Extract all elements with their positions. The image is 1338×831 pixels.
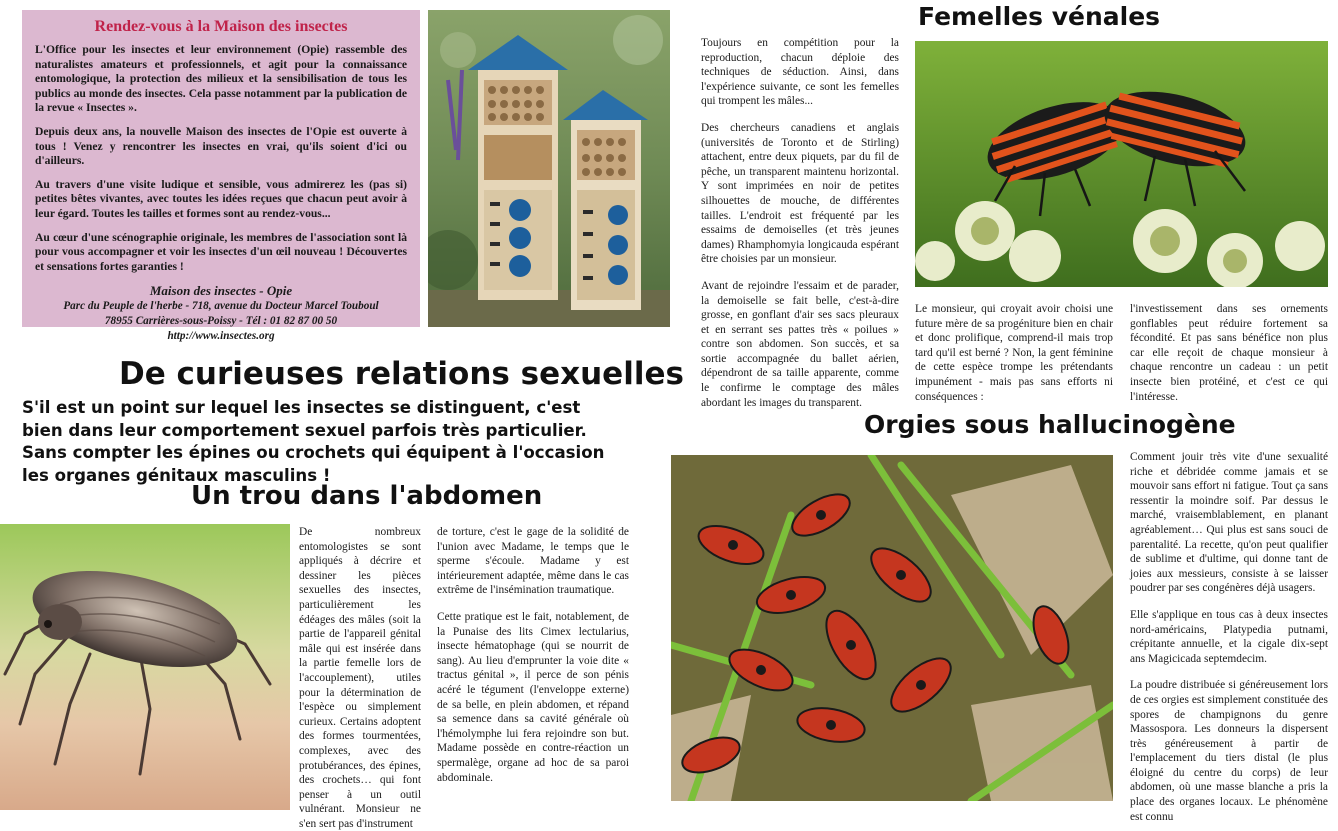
section2-column-1	[915, 302, 1113, 404]
section-title-abdomen: Un trou dans l'abdomen	[191, 481, 543, 511]
address-line: Parc du Peuple de l'herbe - 718, avenue du Docteur Marcel Touboul	[63, 300, 379, 313]
firebugs-illustration	[671, 455, 1113, 801]
section1-column-1	[299, 525, 421, 831]
body-paragraph: De nombreux entomologistes se sont appliqués à décrire et dessiner les pièces sexuelles des insectes, particulièrement les édéages des mâles (soit la partie de l'appareil génital mâle qui est insérée dans la partie femelle lors de l'accouplement), utiles pour la détermination de l'espèce ou simplement curieux. Certains adoptent des formes tourmentées, complexes, avec des protubérances, des épines, des crochets… qui font penser à un outil vulnérant. Monsieur ne s'en sert pas d'instrument	[299, 526, 421, 830]
promo-paragraph: L'Office pour les insectes et leur environnement (Opie) rassemble des naturalistes amateurs et professionnels, et agit pour la connaissance entomologique, la protection des milieux et la sensibilisation de tous les publics au monde des insectes. Cela passe notamment par la publication de la revue « Insectes ».	[35, 43, 407, 115]
promo-box	[22, 10, 420, 342]
address-url[interactable]: http://www.insectes.org	[167, 329, 275, 342]
striped-bugs-illustration	[915, 41, 1328, 287]
main-title: De curieuses relations sexuelles	[119, 356, 684, 392]
bedbug-illustration	[0, 524, 290, 810]
section-title-femelles: Femelles vénales	[918, 2, 1161, 31]
section2-column-2	[1130, 302, 1328, 404]
intro-text: S'il est un point sur lequel les insectes se distinguent, c'est bien dans leur comportement sexuel parfois très particulier. Sans compter les épines ou crochets qui équipent à l'occasion les organes génitaux masculins !	[22, 398, 605, 485]
striped-bugs-image	[915, 41, 1328, 287]
insect-hotel-illustration	[428, 10, 670, 327]
address-title: Maison des insectes - Opie	[149, 283, 293, 299]
address-line: 78955 Carrières-sous-Poissy - Tél : 01 82 87 00 50	[104, 314, 338, 327]
promo-paragraph: Au travers d'une visite ludique et sensible, vous admirerez les (pas si) petites bêtes vivantes, avec toutes les idées reçues que chacun peut avoir à leur égard. Toutes les tailles et formes sont au rendez-vous...	[35, 177, 407, 220]
promo-paragraph: Depuis deux ans, la nouvelle Maison des insectes de l'Opie est ouverte à tous ! Venez y rencontrer les insectes en vrai, qu'ils soient d'ici ou d'ailleurs.	[35, 124, 407, 168]
body-paragraph: La poudre distribuée si généreusement lors de ces orgies est simplement constituée des spores de champignons du genre Massospora. Les donneurs la dispersent très généreusement à partir de l'emplacement du tiers distal (le plus éloigné du centre du corps) de leur abdomen, où une masse blanche a pris la place des organes locaux. Le phénomène est connu	[1130, 679, 1328, 823]
body-paragraph: Cette pratique est le fait, notablement, de la Punaise des lits Cimex lectularius, insecte hématophage (qui se nourrit de sang). Au lieu d'emprunter la voie dite « tractus génital », il perce de son pénis acéré le tégument (l'enveloppe externe) de sa belle, en plein abdomen, et répand sa semence dans sa cavité générale où l'hémolymphe lui fera rejoindre son but. Madame possède en contre-réaction un spermalège, organe ad hoc de sa paroi abdominale.	[437, 610, 629, 784]
promo-title: Rendez-vous à la Maison des insectes	[94, 18, 348, 35]
insect-hotel-image	[428, 10, 670, 327]
body-paragraph: de torture, c'est le gage de la solidité de l'union avec Madame, le temps que le sperme s'écoule. Madame y est intérieurement adaptée, même dans le cas extrême de l'insémination traumatique.	[437, 526, 629, 597]
section-title-orgies: Orgies sous hallucinogène	[864, 410, 1236, 439]
bedbug-image	[0, 524, 290, 810]
section3-column	[1130, 450, 1328, 824]
body-paragraph: Avant de rejoindre l'essaim et de parader, la demoiselle se fait belle, c'est-à-dire grosse, en gonflant d'air ses sacs pleuraux et en serrant ses pattes très « poilues » contre son abdomen. Son succès, et sa sortie accompagnée du ballet aérien, dépendront de sa taille apparente, comme le confirme le comptage des mâles abordant les images du transparent.	[701, 279, 899, 409]
firebugs-image	[671, 455, 1113, 801]
body-paragraph: Elle s'applique en tous cas à deux insectes nord-américains, Platypedia putnami, crépitante annuelle, et la cigale dix-sept ans Magicicada septemdecim.	[1130, 608, 1328, 665]
body-paragraph: Toujours en compétition pour la reproduction, chacun déploie des techniques de séduction. Ainsi, dans l'expérience suivante, ce sont les femelles qui trompent les mâles...	[701, 37, 899, 108]
middle-column	[701, 36, 899, 410]
section1-column-2	[437, 525, 629, 785]
body-paragraph: Comment jouir très vite d'une sexualité riche et débridée comme jamais et se mouvoir sans effort ni fatigue. Tout ça sans ressentir la moindre soif. Par dessus le marché, vraisemblablement, en planant agréablement… Qui plus est sans souci de parentalité. La recette, qu'on peut qualifier de sublime et d'ultime, qui donne tant de joies aux messieurs, consiste à se laisser poudrer par ses congénères déjà usagers.	[1130, 451, 1328, 595]
body-paragraph: Le monsieur, qui croyait avoir choisi une future mère de sa progéniture bien en chair et donc prolifique, comprend-il mais trop tard qu'il est berné ? Non, la gent féminine de cette espèce trompe les prétendants impunément - mais pas sans efforts ni conséquences :	[915, 303, 1113, 403]
promo-paragraph: Au cœur d'une scénographie originale, les membres de l'association sont là pour vous accompagner et voir les insectes d'un œil nouveau ! Découvertes et sensations fortes garanties !	[35, 230, 407, 273]
body-paragraph: l'investissement dans ses ornements gonflables peut réduire fortement sa fécondité. Et pas sans bénéfice non plus car elle reçoit de chaque monsieur à chaque rencontre un cadeau : un petit insecte bien protéiné, et c'est ce qui l'intéresse.	[1130, 303, 1328, 403]
body-paragraph: Des chercheurs canadiens et anglais (universités de Toronto et de Stirling) attachent, entre deux piquets, par du fil de pêche, un transparent maintenu horizontal. Y sont imprimées en noir de petites silhouettes de mouche, de différentes tailles. L'endroit est fréquenté par les essaims de demoiselles (et très jeunes dames) Rhamphomyia longicauda espérant être choisies par un monsieur.	[701, 121, 899, 266]
